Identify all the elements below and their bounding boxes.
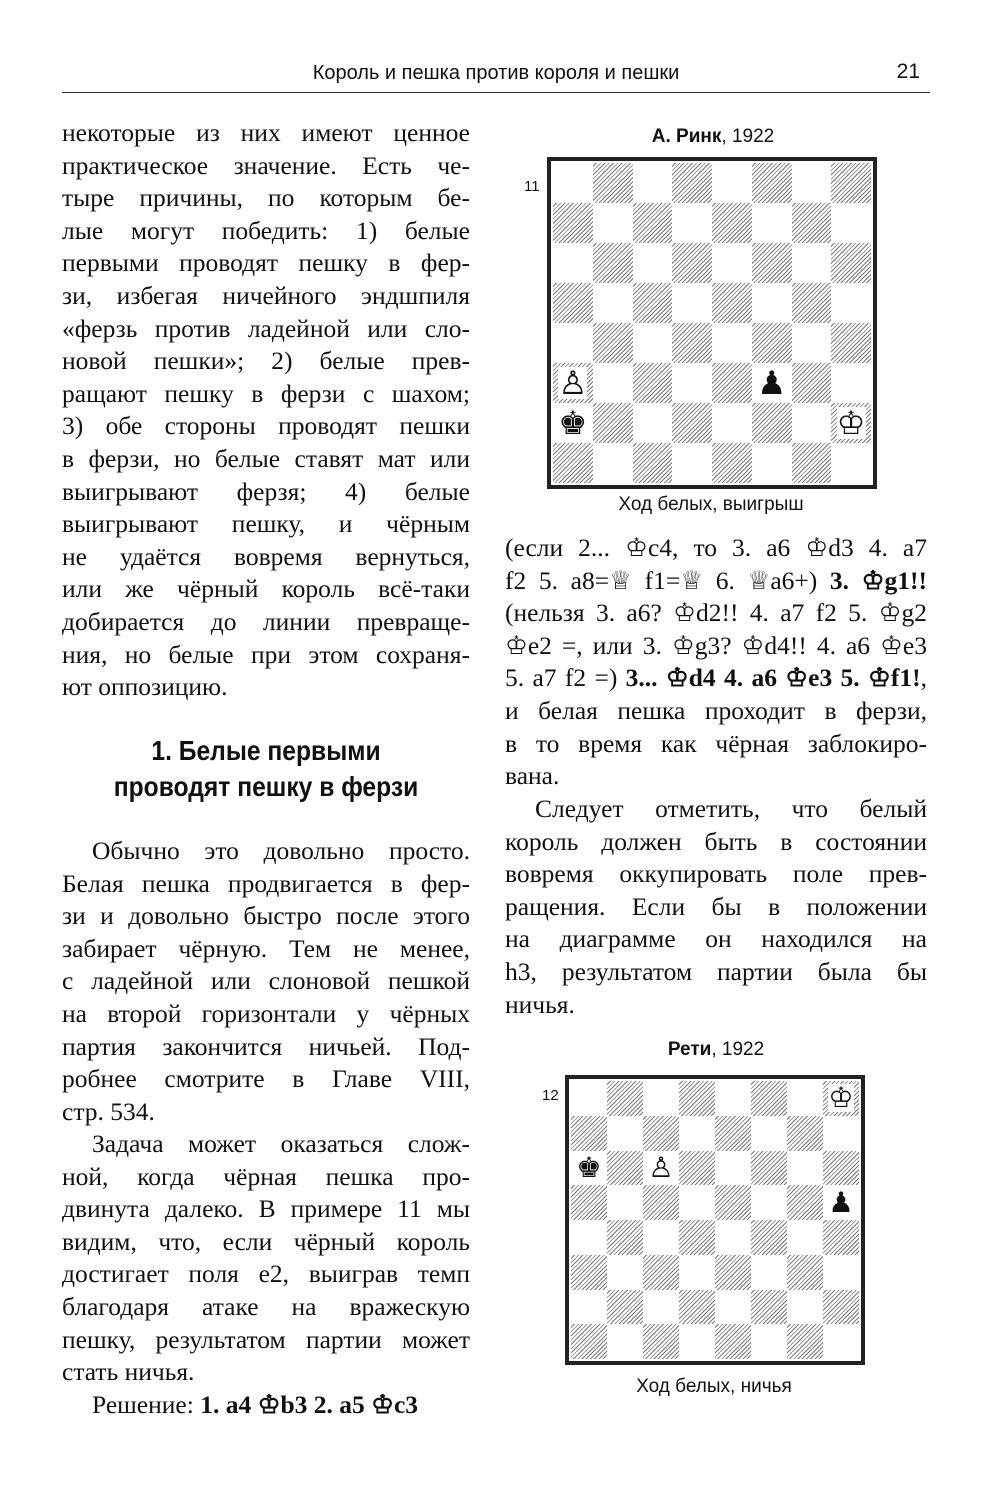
square-b7 xyxy=(607,1116,643,1151)
square-c5 xyxy=(633,283,673,323)
move-text: (нельзя 3. a6? ♔d2!! 4. a7 f2 5. ♔g2 xyxy=(505,598,927,628)
text-line: зи и довольно быстро после этого xyxy=(62,901,470,931)
square-b6 xyxy=(607,1151,643,1186)
text-line: ращают пешку в ферзи с шахом; xyxy=(62,378,470,408)
square-g3 xyxy=(792,363,832,403)
right-moves xyxy=(505,532,927,695)
square-e7 xyxy=(712,203,752,243)
square-a3 xyxy=(553,363,593,403)
text-line xyxy=(505,597,927,630)
square-e4 xyxy=(715,1220,751,1255)
right-para-1 xyxy=(505,695,927,793)
square-f2 xyxy=(751,1290,787,1325)
square-a4 xyxy=(571,1220,607,1255)
square-e2 xyxy=(712,403,752,443)
square-f3 xyxy=(751,1255,787,1290)
text-line: пешку, результатом партии может xyxy=(62,1324,470,1354)
left-para-3 xyxy=(62,1128,470,1389)
text-line: ничья. xyxy=(505,989,575,1019)
move-text: ♔e2 =, или 3. ♔g3? ♔d4!! 4. a6 ♔e3 xyxy=(505,630,927,660)
text-line: добирается до линии превраще- xyxy=(62,606,470,636)
text-line: двинута далеко. В примере 11 мы xyxy=(62,1194,470,1224)
square-a8 xyxy=(571,1081,607,1116)
square-e3 xyxy=(715,1255,751,1290)
square-b5 xyxy=(607,1185,643,1220)
square-h8 xyxy=(831,163,871,203)
solution-line xyxy=(92,1389,470,1422)
square-d5 xyxy=(679,1185,715,1220)
square-g3 xyxy=(787,1255,823,1290)
move-bold: 1. a4 ♔b3 2. a5 ♔c3 xyxy=(200,1390,419,1419)
square-d4 xyxy=(679,1220,715,1255)
square-a2 xyxy=(553,403,593,443)
square-e3 xyxy=(712,363,752,403)
text-line: 3) обе стороны проводят пешки xyxy=(62,411,470,441)
chess-board-11 xyxy=(548,158,876,488)
square-c8 xyxy=(643,1081,679,1116)
text-line: зи, избегая ничейного эндшпиля xyxy=(62,280,470,310)
square-h4 xyxy=(823,1220,859,1255)
diagram-12-title xyxy=(566,1039,866,1061)
text-line: король должен быть в состоянии xyxy=(505,826,927,856)
square-d7 xyxy=(672,203,712,243)
square-h7 xyxy=(831,203,871,243)
square-e2 xyxy=(715,1290,751,1325)
square-g8 xyxy=(792,163,832,203)
text-line: или же чёрный король всё-таки xyxy=(62,574,470,604)
square-c7 xyxy=(643,1116,679,1151)
running-header xyxy=(62,58,930,93)
move-bold: 3. ♔g1!! xyxy=(829,565,927,595)
diagram-number: 12 xyxy=(542,1087,559,1104)
square-e5 xyxy=(712,283,752,323)
square-c2 xyxy=(643,1290,679,1325)
square-b3 xyxy=(593,363,633,403)
square-c8 xyxy=(633,163,673,203)
right-para-2 xyxy=(505,793,927,1021)
square-d1 xyxy=(679,1324,715,1359)
move-text: , xyxy=(920,663,927,693)
square-f6 xyxy=(752,243,792,283)
square-g6 xyxy=(787,1151,823,1186)
square-h1 xyxy=(831,443,871,483)
square-g4 xyxy=(792,323,832,363)
square-c6 xyxy=(643,1151,679,1186)
square-e8 xyxy=(712,163,752,203)
square-d6 xyxy=(672,243,712,283)
square-g1 xyxy=(787,1324,823,1359)
square-f7 xyxy=(752,203,792,243)
square-b2 xyxy=(607,1290,643,1325)
square-a2 xyxy=(571,1290,607,1325)
square-a5 xyxy=(571,1185,607,1220)
text-line: и белая пешка проходит в ферзи, xyxy=(505,696,927,725)
text-line: партия закончится ничьей. Под- xyxy=(62,1031,470,1061)
square-d4 xyxy=(672,323,712,363)
text-line xyxy=(505,630,927,663)
chess-board-12 xyxy=(566,1076,864,1364)
text-line: ращения. Если бы в положении xyxy=(505,891,927,921)
square-f3 xyxy=(752,363,792,403)
square-c4 xyxy=(633,323,673,363)
square-c7 xyxy=(633,203,673,243)
square-h7 xyxy=(823,1116,859,1151)
square-c1 xyxy=(643,1324,679,1359)
square-f4 xyxy=(752,323,792,363)
text-line xyxy=(505,532,927,565)
white-king-icon: ♔ xyxy=(836,403,866,442)
square-d3 xyxy=(679,1255,715,1290)
move-text: 5. a7 f2 =) xyxy=(505,663,626,693)
text-line: выигрывают ферзя; 4) белые xyxy=(62,476,470,506)
text-line: вана. xyxy=(505,761,560,791)
square-f5 xyxy=(751,1185,787,1220)
black-pawn-icon: ♟ xyxy=(757,363,787,402)
move-text: Решение: xyxy=(92,1390,201,1419)
square-f6 xyxy=(751,1151,787,1186)
square-d3 xyxy=(672,363,712,403)
square-e5 xyxy=(715,1185,751,1220)
square-d2 xyxy=(672,403,712,443)
section-heading xyxy=(86,733,445,805)
square-f4 xyxy=(751,1220,787,1255)
square-a7 xyxy=(571,1116,607,1151)
text-line xyxy=(92,1389,470,1422)
square-h2 xyxy=(823,1290,859,1325)
text-line xyxy=(505,565,927,598)
square-a6 xyxy=(571,1151,607,1186)
diagram-author: Рети xyxy=(667,1039,712,1060)
square-b6 xyxy=(593,243,633,283)
diagram-caption: Ход белых, ничья xyxy=(636,1376,792,1397)
square-h8 xyxy=(823,1081,859,1116)
diagram-number: 11 xyxy=(524,178,540,195)
square-a4 xyxy=(553,323,593,363)
square-h5 xyxy=(831,283,871,323)
black-king-icon: ♚ xyxy=(558,403,588,442)
heading-line: проводят пешку в ферзи xyxy=(113,771,419,802)
text-line: практическое значение. Есть че- xyxy=(62,150,470,180)
square-h6 xyxy=(831,243,871,283)
square-h5 xyxy=(823,1185,859,1220)
square-e1 xyxy=(715,1324,751,1359)
diagram-caption: Ход белых, выигрыш xyxy=(618,494,804,515)
text-line: Обычно это довольно просто. xyxy=(92,836,470,865)
square-b7 xyxy=(593,203,633,243)
square-f5 xyxy=(752,283,792,323)
square-d8 xyxy=(679,1081,715,1116)
text-line: в ферзи, но белые ставят мат или xyxy=(62,443,470,473)
square-b4 xyxy=(593,323,633,363)
text-line: с ладейной или слоновой пешкой xyxy=(62,966,470,996)
square-g8 xyxy=(787,1081,823,1116)
diagram-11-title xyxy=(548,126,878,148)
text-line: стать ничья. xyxy=(62,1357,195,1387)
text-line: в то время как чёрная заблокиро- xyxy=(505,728,927,758)
text-line: Белая пешка продвигается в фер- xyxy=(62,868,470,898)
square-a1 xyxy=(571,1324,607,1359)
square-h3 xyxy=(831,363,871,403)
square-d8 xyxy=(672,163,712,203)
square-e7 xyxy=(715,1116,751,1151)
white-king-icon: ♔ xyxy=(828,1081,854,1115)
text-line: робнее смотрите в Главе VIII, xyxy=(62,1064,470,1094)
square-d6 xyxy=(679,1151,715,1186)
square-c1 xyxy=(633,443,673,483)
square-e8 xyxy=(715,1081,751,1116)
square-b5 xyxy=(593,283,633,323)
square-b8 xyxy=(607,1081,643,1116)
black-pawn-icon: ♟ xyxy=(828,1185,854,1219)
text-line: достигает поля е2, выиграв темп xyxy=(62,1259,470,1289)
square-g1 xyxy=(792,443,832,483)
text-line: h3, результатом партии была бы xyxy=(505,956,927,986)
square-d2 xyxy=(679,1290,715,1325)
square-h3 xyxy=(823,1255,859,1290)
square-g2 xyxy=(792,403,832,443)
square-a3 xyxy=(571,1255,607,1290)
heading-line: 1. Белые первыми xyxy=(151,735,381,766)
square-g7 xyxy=(787,1116,823,1151)
text-line: ют оппозицию. xyxy=(62,672,228,702)
square-c2 xyxy=(633,403,673,443)
square-h1 xyxy=(823,1324,859,1359)
move-text: (если 2... ♔c4, то 3. a6 ♔d3 4. a7 xyxy=(505,533,927,562)
text-line: тыре причины, по которым бе- xyxy=(62,183,470,213)
text-line: ния, но белые при этом сохраня- xyxy=(62,639,470,669)
square-g2 xyxy=(787,1290,823,1325)
square-a5 xyxy=(553,283,593,323)
text-line: лые могут победить: 1) белые xyxy=(62,215,470,245)
page-number: 21 xyxy=(896,60,920,83)
diagram-year: , 1922 xyxy=(721,126,775,147)
text-line: ной, когда чёрная пешка про- xyxy=(62,1161,470,1191)
square-f7 xyxy=(751,1116,787,1151)
square-a6 xyxy=(553,243,593,283)
text-line: новой пешки»; 2) белые прев- xyxy=(62,346,470,376)
square-b4 xyxy=(607,1220,643,1255)
text-line: стр. 534. xyxy=(62,1096,155,1126)
move-text: f2 5. a8=♕ f1=♕ 6. ♕a6+) xyxy=(505,565,830,595)
square-g6 xyxy=(792,243,832,283)
square-b2 xyxy=(593,403,633,443)
square-f8 xyxy=(752,163,792,203)
square-c5 xyxy=(643,1185,679,1220)
square-b3 xyxy=(607,1255,643,1290)
square-c6 xyxy=(633,243,673,283)
text-line: вовремя оккупировать поле прев- xyxy=(505,859,927,889)
square-b1 xyxy=(607,1324,643,1359)
square-c4 xyxy=(643,1220,679,1255)
square-a7 xyxy=(553,203,593,243)
left-para-2 xyxy=(62,835,470,1128)
black-king-icon: ♚ xyxy=(576,1150,602,1184)
square-g5 xyxy=(792,283,832,323)
square-e6 xyxy=(712,243,752,283)
text-line: выигрывают пешку, и чёрным xyxy=(62,509,470,539)
text-line: на второй горизонтали у чёрных xyxy=(62,998,470,1028)
square-d5 xyxy=(672,283,712,323)
text-line: благодаря атаке на вражескую xyxy=(62,1291,470,1321)
square-f1 xyxy=(752,443,792,483)
text-line: некоторые из них имеют ценное xyxy=(62,118,470,147)
square-c3 xyxy=(633,363,673,403)
square-f1 xyxy=(751,1324,787,1359)
square-c3 xyxy=(643,1255,679,1290)
square-e6 xyxy=(715,1151,751,1186)
text-line: Задача может оказаться слож- xyxy=(92,1129,470,1158)
square-e1 xyxy=(712,443,752,483)
white-pawn-icon: ♙ xyxy=(558,363,588,402)
square-g4 xyxy=(787,1220,823,1255)
square-h4 xyxy=(831,323,871,363)
square-f8 xyxy=(751,1081,787,1116)
text-line: не удаётся вовремя вернуться, xyxy=(62,541,470,571)
square-h6 xyxy=(823,1151,859,1186)
text-line: забирает чёрную. Тем не менее, xyxy=(62,933,470,963)
text-line: видим, что, если чёрный король xyxy=(62,1226,470,1256)
text-line: на диаграмме он находился на xyxy=(505,924,927,954)
white-pawn-icon: ♙ xyxy=(648,1150,674,1184)
square-g5 xyxy=(787,1185,823,1220)
square-b1 xyxy=(593,443,633,483)
square-b8 xyxy=(593,163,633,203)
square-g7 xyxy=(792,203,832,243)
running-title: Король и пешка против короля и пешки xyxy=(312,62,680,84)
diagram-year: , 1922 xyxy=(711,1039,765,1060)
text-line: первыми проводят пешку в фер- xyxy=(62,248,470,278)
square-d1 xyxy=(672,443,712,483)
square-a8 xyxy=(553,163,593,203)
text-line: Следует отметить, что белый xyxy=(535,794,927,823)
square-f2 xyxy=(752,403,792,443)
square-h2 xyxy=(831,403,871,443)
left-para-1 xyxy=(62,117,470,704)
square-d7 xyxy=(679,1116,715,1151)
text-line xyxy=(505,662,927,695)
square-e4 xyxy=(712,323,752,363)
square-a1 xyxy=(553,443,593,483)
diagram-author: А. Ринк xyxy=(651,126,722,147)
text-line: «ферзь против ладейной или сло- xyxy=(62,313,470,343)
move-bold: 3... ♔d4 4. a6 ♔e3 5. ♔f1! xyxy=(625,663,921,693)
